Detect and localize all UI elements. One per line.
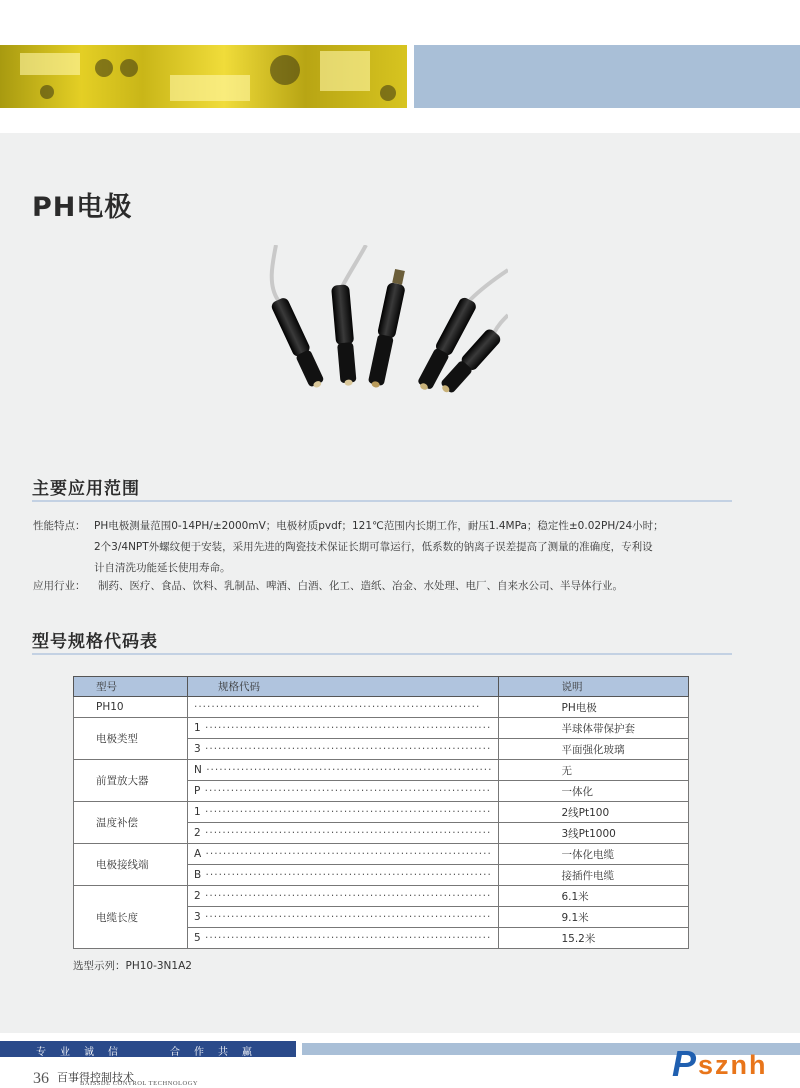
code-value: N bbox=[194, 764, 202, 776]
industry-text: 制药、医疗、食品、饮料、乳制品、啤酒、白酒、化工、造纸、冶金、水处理、电厂、自来水公司、半导体行业。 bbox=[98, 580, 623, 592]
description-cell: 平面强化玻璃 bbox=[499, 739, 689, 760]
company-name-cn: 百事得控制技术 bbox=[57, 1071, 134, 1084]
code-value: P bbox=[194, 785, 201, 797]
svg-text:sznh: sznh bbox=[698, 1050, 768, 1080]
code-cell: 3 ·································································· bbox=[188, 739, 499, 760]
group-name-cell: 前置放大器 bbox=[74, 760, 188, 802]
section-divider bbox=[32, 653, 732, 655]
code-cell: ·································································· bbox=[188, 697, 499, 718]
features-label: 性能特点： bbox=[33, 520, 86, 532]
code-cell: P ·································································· bbox=[188, 781, 499, 802]
code-value: 5 bbox=[194, 932, 201, 944]
table-row bbox=[74, 802, 689, 823]
code-cell: 1 ·································································· bbox=[188, 802, 499, 823]
description-cell: PH电极 bbox=[499, 697, 689, 718]
group-name-cell: 电极类型 bbox=[74, 718, 188, 760]
code-cell: 2 ·································································· bbox=[188, 886, 499, 907]
selection-example: 选型示列：PH10-3N1A2 bbox=[73, 960, 192, 972]
group-name-cell: 电极接线端 bbox=[74, 844, 188, 886]
footer-slogan-left: 专业诚信 bbox=[36, 1047, 132, 1058]
section-heading-applications: 主要应用范围 bbox=[32, 479, 140, 499]
description-cell: 15.2米 bbox=[499, 928, 689, 949]
table-row bbox=[74, 718, 689, 739]
svg-text:P: P bbox=[672, 1043, 697, 1084]
table-header-row bbox=[74, 677, 689, 697]
company-name-en: BAISSDE CONTROL TECHNOLOGY bbox=[80, 1080, 199, 1087]
psznh-logo bbox=[668, 1036, 798, 1086]
code-cell: 3 ·································································· bbox=[188, 907, 499, 928]
code-cell: 1 ·································································· bbox=[188, 718, 499, 739]
code-value: 3 bbox=[194, 743, 201, 755]
group-name-cell: 温度补偿 bbox=[74, 802, 188, 844]
description-cell: 9.1米 bbox=[499, 907, 689, 928]
header-photo-banner bbox=[0, 45, 407, 108]
column-header-model: 型号 bbox=[74, 677, 188, 697]
table-row bbox=[74, 760, 689, 781]
table-row bbox=[74, 697, 689, 718]
header-blue-band bbox=[414, 45, 800, 108]
code-value: B bbox=[194, 869, 202, 881]
code-value: A bbox=[194, 848, 202, 860]
footer-slogan-right: 合作共赢 bbox=[170, 1047, 266, 1058]
description-cell: 一体化电缆 bbox=[499, 844, 689, 865]
description-cell: 2线Pt100 bbox=[499, 802, 689, 823]
ph-electrode-product-photo bbox=[258, 245, 508, 415]
page-title: PH电极 bbox=[32, 192, 133, 223]
table-row bbox=[74, 886, 689, 907]
section-heading-model-code: 型号规格代码表 bbox=[32, 632, 158, 652]
features-line-2: 2个3/4NPT外螺纹便于安装，采用先进的陶瓷技术保证长期可靠运行，低系数的钠离子误差提高了测量的准确度，专利设 bbox=[94, 541, 653, 553]
features-line-1: PH电极测量范围0-14PH/±2000mV；电极材质pvdf；121℃范围内长期工作，耐压1.4MPa；稳定性±0.02PH/24小时； bbox=[94, 520, 664, 532]
page-number: 36 bbox=[33, 1070, 49, 1087]
section-divider bbox=[32, 500, 732, 502]
description-cell: 半球体带保护套 bbox=[499, 718, 689, 739]
model-code-table bbox=[73, 676, 689, 949]
code-value: 2 bbox=[194, 890, 201, 902]
table-row bbox=[74, 844, 689, 865]
group-name-cell: 电缆长度 bbox=[74, 886, 188, 949]
description-cell: 一体化 bbox=[499, 781, 689, 802]
code-cell: N ·································································· bbox=[188, 760, 499, 781]
features-line-3: 计自清洗功能延长使用寿命。 bbox=[94, 562, 231, 574]
code-cell: 5 ·································································· bbox=[188, 928, 499, 949]
code-value: 2 bbox=[194, 827, 201, 839]
column-header-description: 说明 bbox=[499, 677, 689, 697]
industry-label: 应用行业： bbox=[33, 580, 86, 592]
code-value: 3 bbox=[194, 911, 201, 923]
code-value: 1 bbox=[194, 806, 201, 818]
model-cell: PH10 bbox=[74, 697, 188, 718]
description-cell: 6.1米 bbox=[499, 886, 689, 907]
description-cell: 接插件电缆 bbox=[499, 865, 689, 886]
code-cell: B ·································································· bbox=[188, 865, 499, 886]
code-value: 1 bbox=[194, 722, 201, 734]
description-cell: 无 bbox=[499, 760, 689, 781]
column-header-code: 规格代码 bbox=[188, 677, 499, 697]
code-cell: A ·································································· bbox=[188, 844, 499, 865]
code-cell: 2 ·································································· bbox=[188, 823, 499, 844]
description-cell: 3线Pt1000 bbox=[499, 823, 689, 844]
